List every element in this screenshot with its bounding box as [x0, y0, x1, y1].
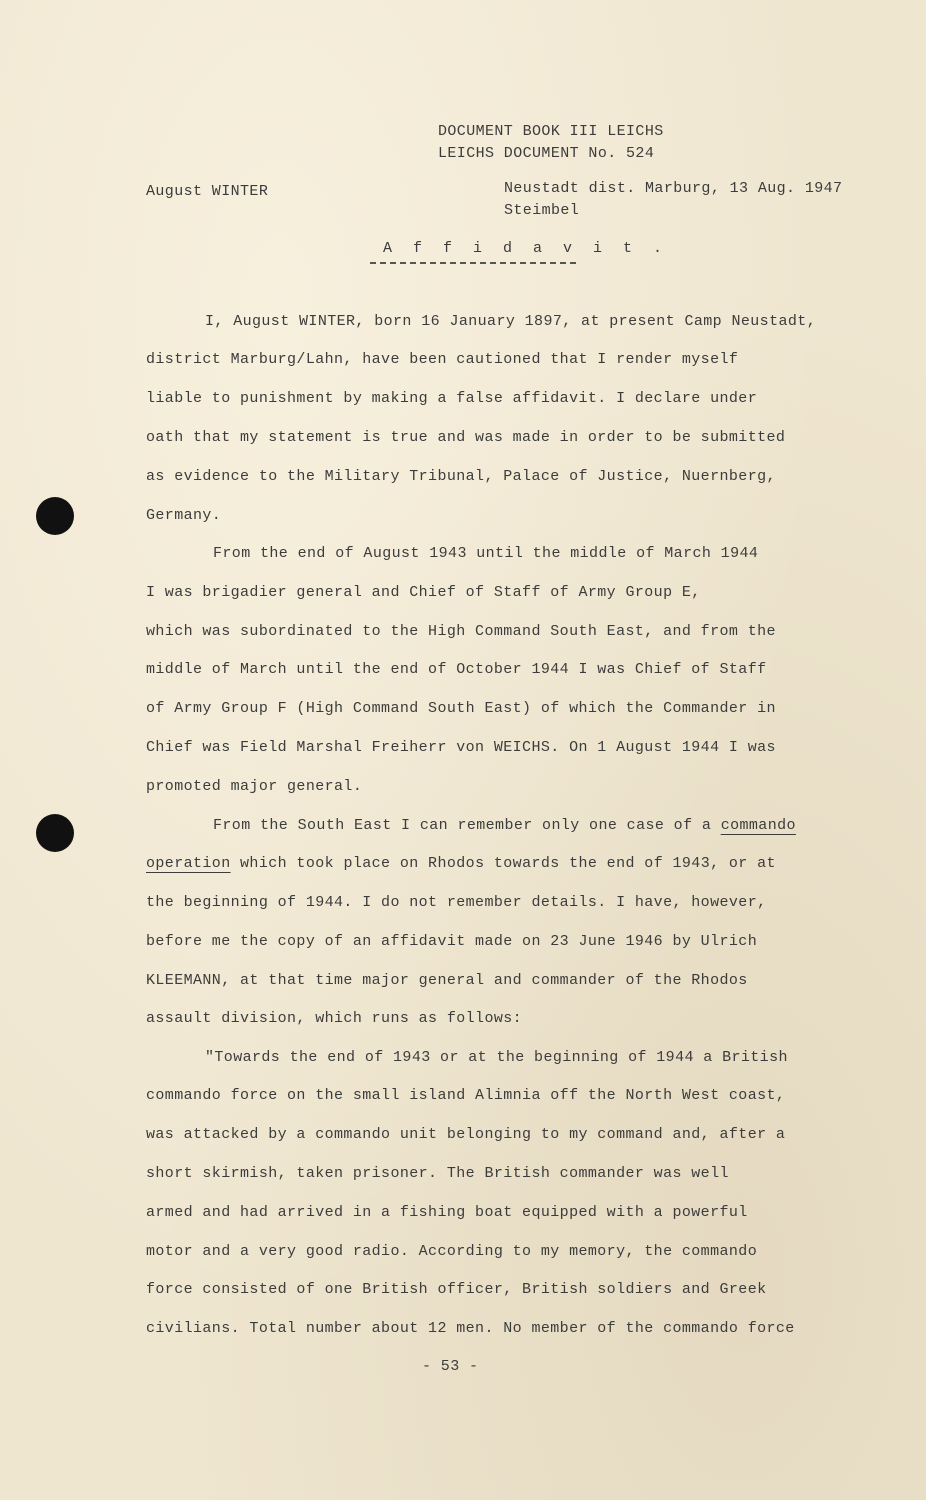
underlined-term: commando — [720, 817, 796, 834]
page-number: - 53 - — [422, 1358, 479, 1375]
body-line-text: From the South East I can remember only one case of a — [213, 817, 721, 834]
body-line: KLEEMANN, at that time major general and commander of the Rhodos — [146, 972, 748, 989]
author-name: August WINTER — [146, 183, 269, 200]
body-line: civilians. Total number about 12 men. No member of the commando force — [146, 1320, 795, 1337]
body-line: was attacked by a commando unit belonging to my command and, after a — [146, 1126, 786, 1143]
body-line: I was brigadier general and Chief of Staff of Army Group E, — [146, 584, 701, 601]
body-line: as evidence to the Military Tribunal, Palace of Justice, Nuernberg, — [146, 468, 776, 485]
body-line: which was subordinated to the High Command South East, and from the — [146, 623, 776, 640]
body-line: of Army Group F (High Command South East) of which the Commander in — [146, 700, 776, 717]
punch-hole — [36, 814, 74, 852]
punch-hole — [36, 497, 74, 535]
body-line: "Towards the end of 1943 or at the beginning of 1944 a British — [205, 1049, 788, 1066]
body-line-text: which took place on Rhodos towards the end of 1943, or at — [230, 855, 776, 872]
body-line: oath that my statement is true and was made in order to be submitted — [146, 429, 786, 446]
body-line: promoted major general. — [146, 778, 363, 795]
title-underline — [370, 262, 576, 264]
body-line: force consisted of one British officer, British soldiers and Greek — [146, 1281, 767, 1298]
body-line — [213, 817, 796, 834]
body-line: district Marburg/Lahn, have been cautioned that I render myself — [146, 351, 739, 368]
body-line: armed and had arrived in a fishing boat equipped with a powerful — [146, 1204, 748, 1221]
body-line: Germany. — [146, 507, 222, 524]
body-line: the beginning of 1944. I do not remember details. I have, however, — [146, 894, 767, 911]
body-line: Chief was Field Marshal Freiherr von WEICHS. On 1 August 1944 I was — [146, 739, 776, 756]
body-line — [146, 855, 776, 872]
place-date: Neustadt dist. Marburg, 13 Aug. 1947 — [504, 180, 843, 197]
body-line: I, August WINTER, born 16 January 1897, at present Camp Neustadt, — [205, 313, 817, 330]
underlined-term: operation — [146, 855, 231, 872]
body-line: before me the copy of an affidavit made on 23 June 1946 by Ulrich — [146, 933, 758, 950]
body-line: motor and a very good radio. According to my memory, the commando — [146, 1243, 758, 1260]
place-sub: Steimbel — [504, 202, 580, 219]
body-line: short skirmish, taken prisoner. The British commander was well — [146, 1165, 729, 1182]
header-line-1: DOCUMENT BOOK III LEICHS — [438, 123, 664, 140]
body-line: assault division, which runs as follows: — [146, 1010, 523, 1027]
document-title: A f f i d a v i t . — [383, 240, 669, 257]
body-line: From the end of August 1943 until the middle of March 1944 — [213, 545, 759, 562]
body-line: commando force on the small island Alimnia off the North West coast, — [146, 1087, 786, 1104]
body-line: middle of March until the end of October 1944 I was Chief of Staff — [146, 661, 767, 678]
body-line: liable to punishment by making a false affidavit. I declare under — [146, 390, 758, 407]
header-line-2: LEICHS DOCUMENT No. 524 — [438, 145, 655, 162]
